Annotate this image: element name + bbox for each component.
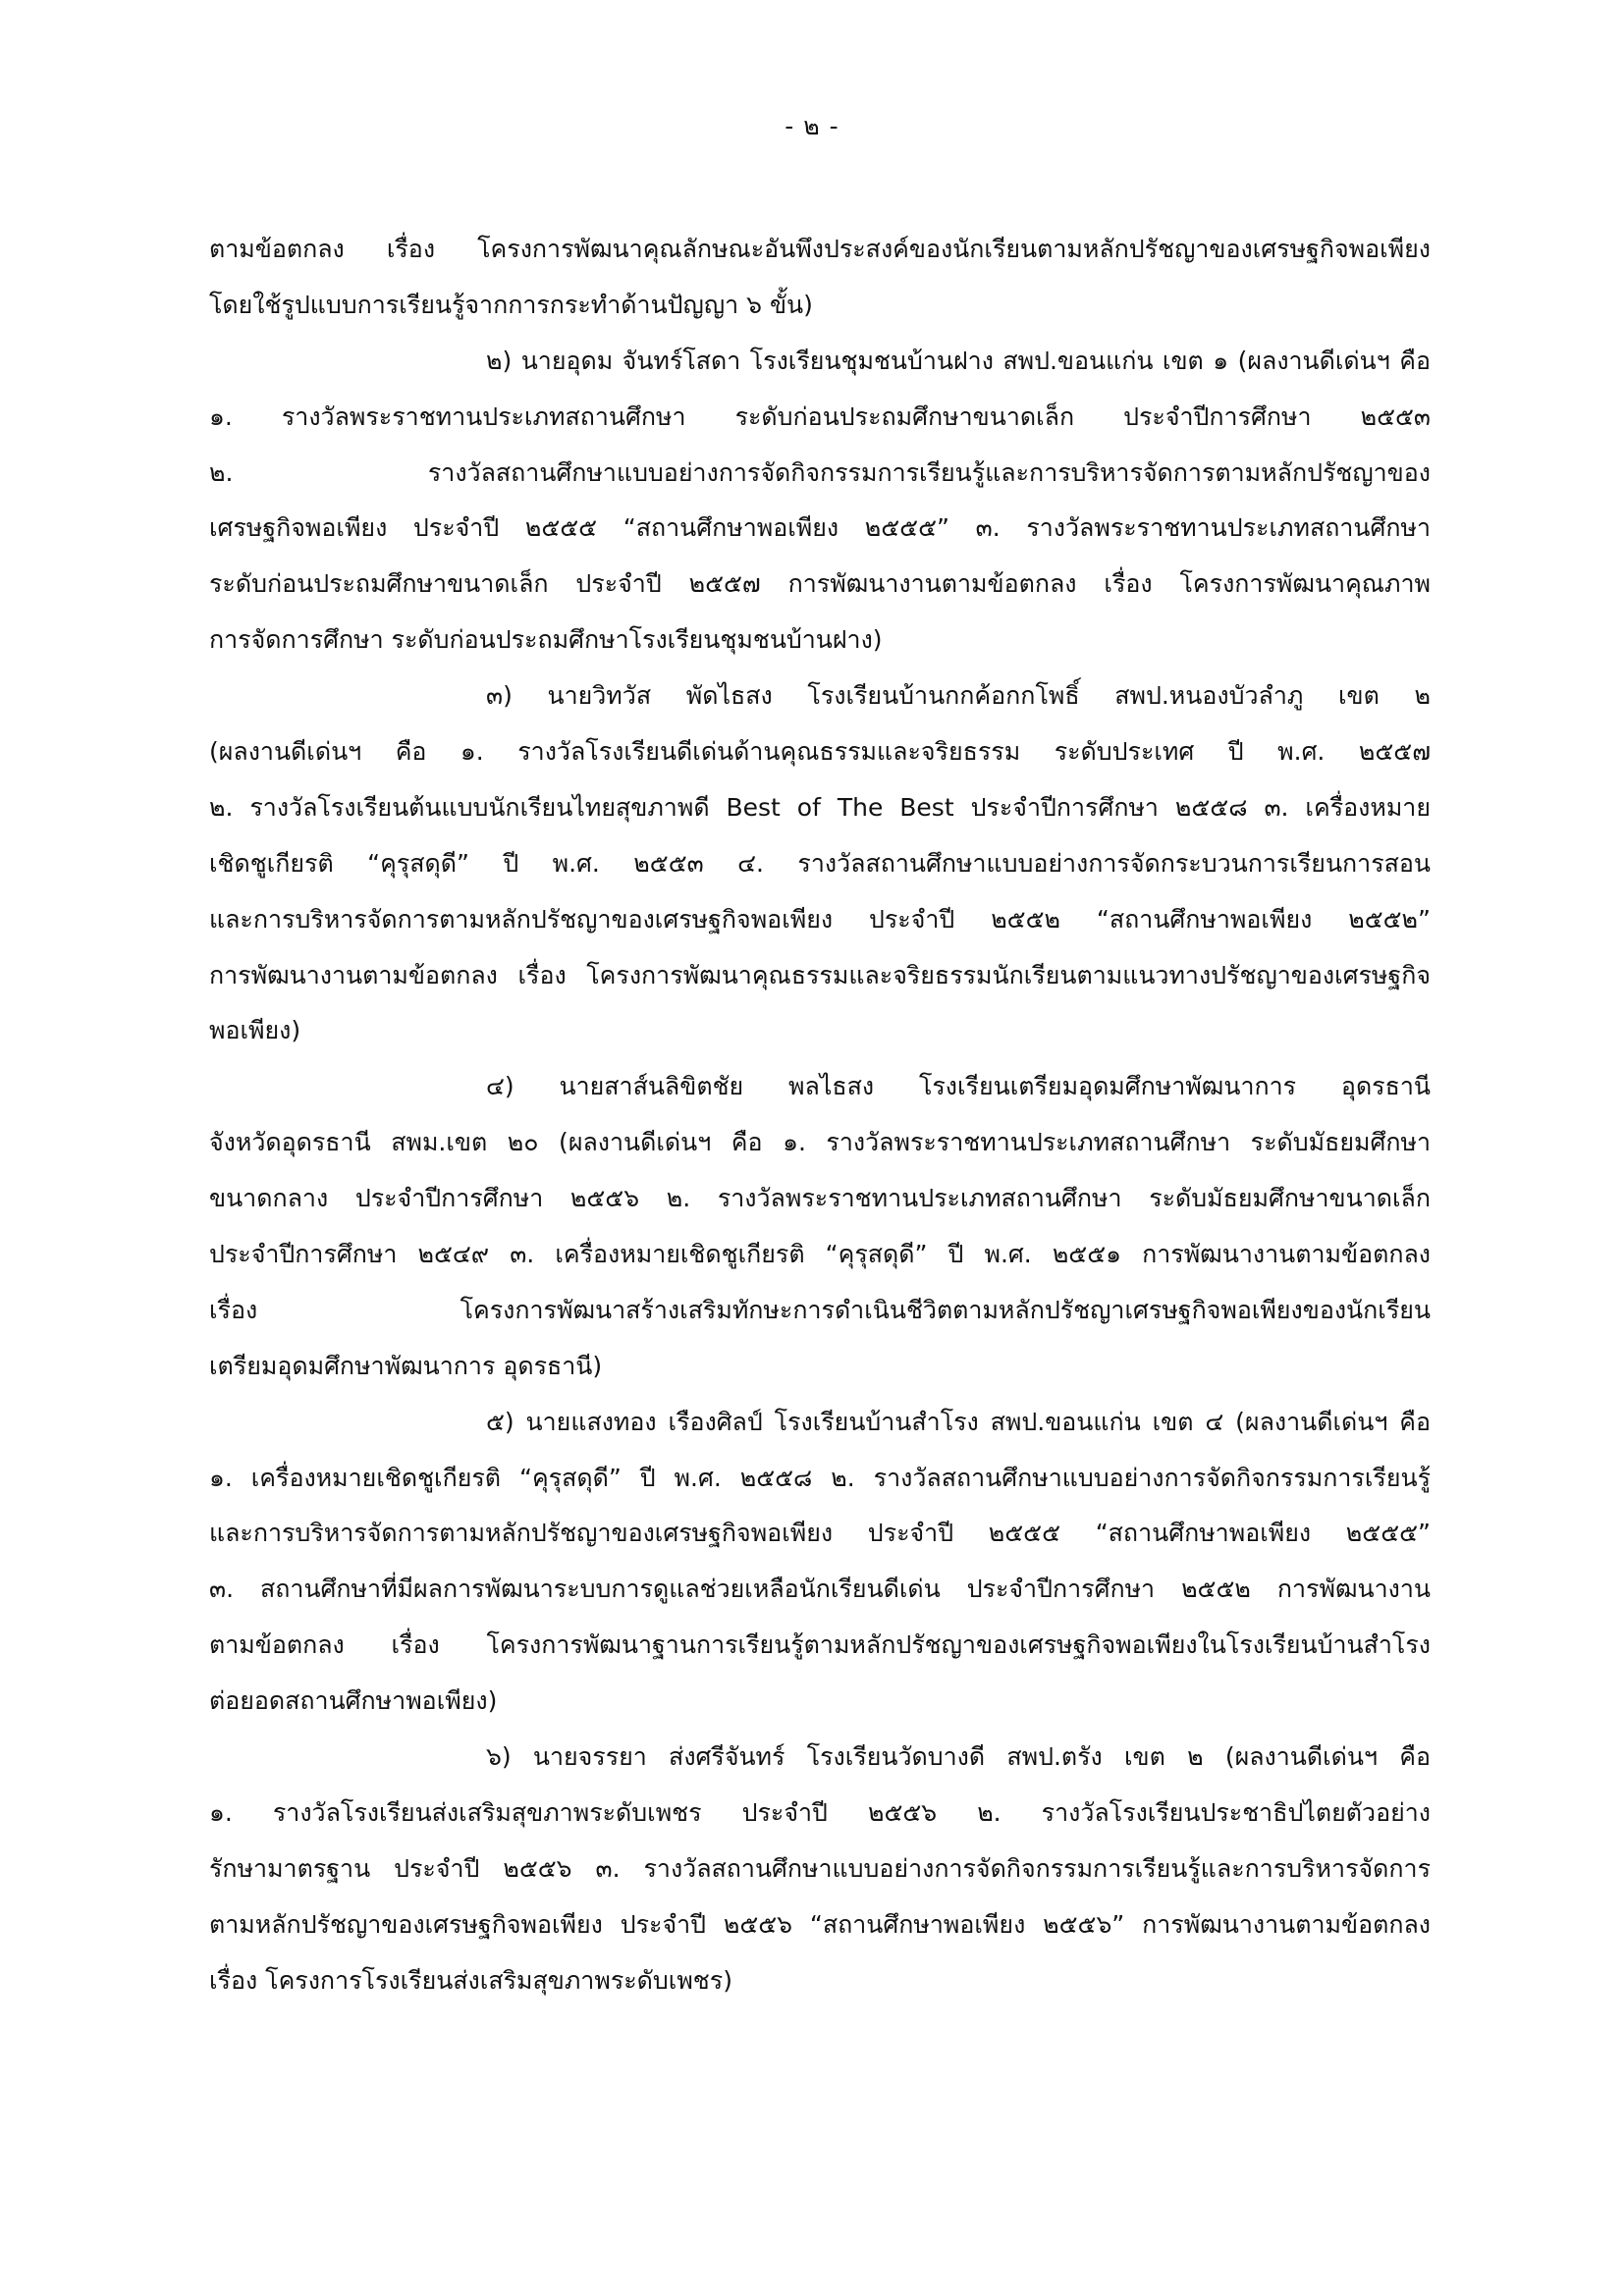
body-line: เตรียมอุดมศึกษาพัฒนาการ อุดรธานี) <box>209 1351 603 1380</box>
body-line: การพัฒนางานตามข้อตกลง เรื่อง โครงการพัฒนาคุณธรรมและจริยธรรมนักเรียนตามแนวทางปรัชญาของเศรษฐกิจ <box>209 960 1431 989</box>
body-line: ๑. รางวัลโรงเรียนส่งเสริมสุขภาพระดับเพชร ประจำปี ๒๕๕๖ ๒. รางวัลโรงเรียนประชาธิปไตยตัวอย่าง <box>209 1797 1431 1827</box>
body-line: ต่อยอดสถานศึกษาพอเพียง) <box>209 1686 498 1716</box>
paragraph-start-line: ๒) นายอุดม จันทร์โสดา โรงเรียนชุมชนบ้านฝาง สพป.ขอนแก่น เขต ๑ (ผลงานดีเด่นฯ คือ <box>486 346 1431 375</box>
body-line: ประจำปีการศึกษา ๒๕๔๙ ๓. เครื่องหมายเชิดชูเกียรติ “คุรุสดุดี” ปี พ.ศ. ๒๕๕๑ การพัฒนางานตามข้อตกลง <box>209 1240 1431 1269</box>
paragraph-start-line: ๔) นายสาส์นลิขิตชัย พลไธสง โรงเรียนเตรียมอุดมศึกษาพัฒนาการ อุดรธานี <box>486 1072 1431 1101</box>
body-line: ตามหลักปรัชญาของเศรษฐกิจพอเพียง ประจำปี ๒๕๕๖ “สถานศึกษาพอเพียง ๒๕๕๖” การพัฒนางานตามข้อตกลง <box>209 1909 1431 1939</box>
page-number: - ๒ - <box>785 112 839 140</box>
body-line: ๑. รางวัลพระราชทานประเภทสถานศึกษา ระดับก่อนประถมศึกษาขนาดเล็ก ประจำปีการศึกษา ๒๕๕๓ <box>209 401 1431 431</box>
body-line: จังหวัดอุดรธานี สพม.เขต ๒๐ (ผลงานดีเด่นฯ คือ ๑. รางวัลพระราชทานประเภทสถานศึกษา ระดับมัธยมศึกษา <box>209 1128 1431 1157</box>
body-line: และการบริหารจัดการตามหลักปรัชญาของเศรษฐกิจพอเพียง ประจำปี ๒๕๕๕ “สถานศึกษาพอเพียง ๒๕๕๕” <box>209 1519 1431 1548</box>
body-line: และการบริหารจัดการตามหลักปรัชญาของเศรษฐกิจพอเพียง ประจำปี ๒๕๕๒ “สถานศึกษาพอเพียง ๒๕๕๒” <box>209 904 1431 934</box>
body-line: ขนาดกลาง ประจำปีการศึกษา ๒๕๕๖ ๒. รางวัลพระราชทานประเภทสถานศึกษา ระดับมัธยมศึกษาขนาดเล็ก <box>209 1184 1431 1213</box>
body-line: เชิดชูเกียรติ “คุรุสดุดี” ปี พ.ศ. ๒๕๕๓ ๔. รางวัลสถานศึกษาแบบอย่างการจัดกระบวนการเรียนการสอน <box>209 848 1431 878</box>
body-line: ตามข้อตกลง เรื่อง โครงการพัฒนาฐานการเรียนรู้ตามหลักปรัชญาของเศรษฐกิจพอเพียงในโรงเรียนบ้านสำโรง <box>209 1630 1431 1660</box>
body-line: (ผลงานดีเด่นฯ คือ ๑. รางวัลโรงเรียนดีเด่นด้านคุณธรรมและจริยธรรม ระดับประเทศ ปี พ.ศ. ๒๕๕๗ <box>209 737 1431 767</box>
document-body <box>209 222 1431 2009</box>
body-line: พอเพียง) <box>209 1016 301 1045</box>
body-line: รักษามาตรฐาน ประจำปี ๒๕๕๖ ๓. รางวัลสถานศึกษาแบบอย่างการจัดกิจกรรมการเรียนรู้และการบริหารจัดการ <box>209 1853 1431 1883</box>
body-line: ๒. รางวัลสถานศึกษาแบบอย่างการจัดกิจกรรมการเรียนรู้และการบริหารจัดการตามหลักปรัชญาของ <box>209 457 1431 487</box>
paragraph-start-line: ๖) นายจรรยา ส่งศรีจันทร์ โรงเรียนวัดบางดี สพป.ตรัง เขต ๒ (ผลงานดีเด่นฯ คือ <box>486 1742 1431 1772</box>
paragraph-start-line: ๕) นายแสงทอง เรืองศิลป์ โรงเรียนบ้านสำโรง สพป.ขอนแก่น เขต ๔ (ผลงานดีเด่นฯ คือ <box>486 1407 1431 1436</box>
body-line: ๑. เครื่องหมายเชิดชูเกียรติ “คุรุสดุดี” ปี พ.ศ. ๒๕๕๘ ๒. รางวัลสถานศึกษาแบบอย่างการจัดกิจกรรมการเรียนรู้ <box>209 1463 1431 1492</box>
body-line: ตามข้อตกลง เรื่อง โครงการพัฒนาคุณลักษณะอันพึงประสงค์ของนักเรียนตามหลักปรัชญาของเศรษฐกิจพอเพียง <box>209 235 1431 263</box>
body-line: ๒. รางวัลโรงเรียนต้นแบบนักเรียนไทยสุขภาพดี Best of The Best ประจำปีการศึกษา ๒๕๕๘ ๓. เครื่องหมาย <box>209 792 1431 822</box>
paragraph-start-line: ๓) นายวิทวัส พัดไธสง โรงเรียนบ้านกกค้อกกโพธิ์ สพป.หนองบัวลำภู เขต ๒ <box>486 681 1431 711</box>
body-line: เรื่อง โครงการโรงเรียนส่งเสริมสุขภาพระดับเพชร) <box>209 1965 732 1995</box>
body-line: โดยใช้รูปแบบการเรียนรู้จากการกระทำด้านปัญญา ๖ ขั้น) <box>209 290 813 319</box>
body-line: เศรษฐกิจพอเพียง ประจำปี ๒๕๕๕ “สถานศึกษาพอเพียง ๒๕๕๕” ๓. รางวัลพระราชทานประเภทสถานศึกษา <box>209 513 1431 543</box>
body-line: ๓. สถานศึกษาที่มีผลการพัฒนาระบบการดูแลช่วยเหลือนักเรียนดีเด่น ประจำปีการศึกษา ๒๕๕๒ การพัฒนางาน <box>209 1575 1431 1604</box>
body-line: การจัดการศึกษา ระดับก่อนประถมศึกษาโรงเรียนชุมชนบ้านฝาง) <box>209 625 883 655</box>
body-line: ระดับก่อนประถมศึกษาขนาดเล็ก ประจำปี ๒๕๕๗ การพัฒนางานตามข้อตกลง เรื่อง โครงการพัฒนาคุณภาพ <box>209 569 1431 599</box>
body-line: เรื่อง โครงการพัฒนาสร้างเสริมทักษะการดำเนินชีวิตตามหลักปรัชญาเศรษฐกิจพอเพียงของนักเรียน <box>209 1295 1431 1324</box>
